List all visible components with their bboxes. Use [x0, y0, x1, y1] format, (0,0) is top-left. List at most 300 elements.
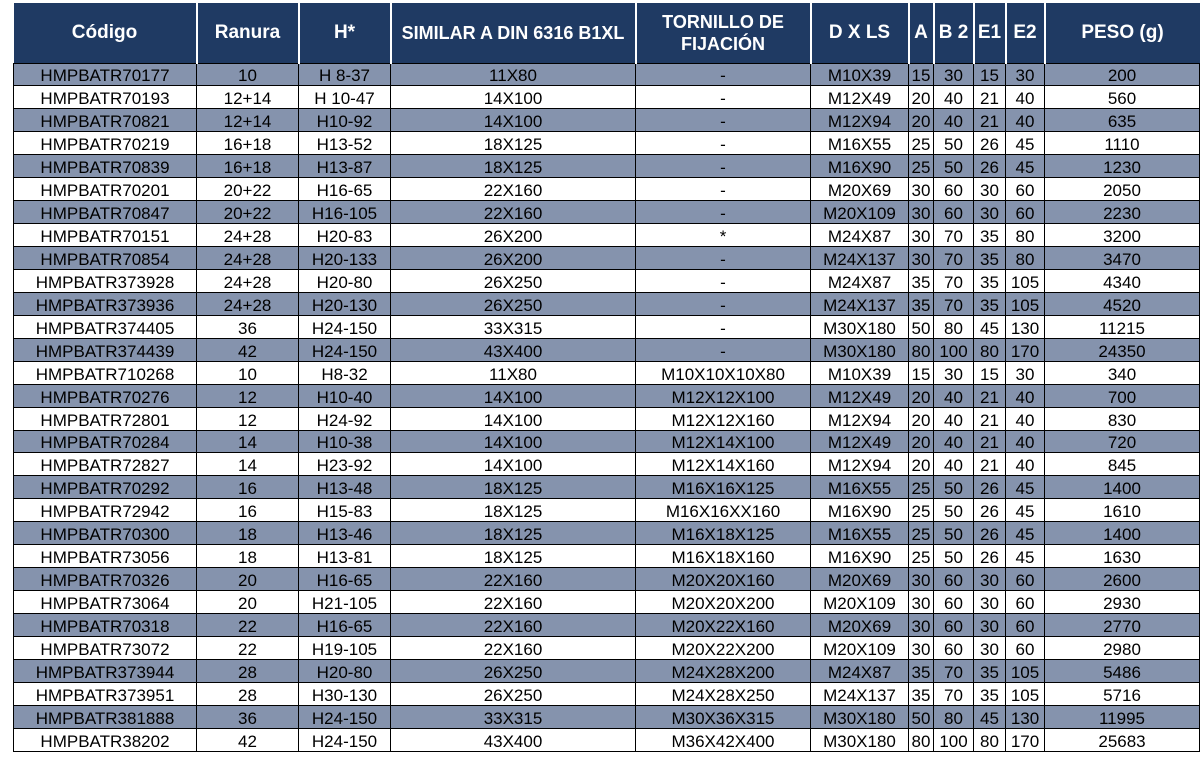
header-codigo: Código: [14, 3, 197, 63]
cell-e1: 45: [974, 315, 1006, 338]
cell-codigo: HMPBATR70219: [14, 132, 197, 155]
cell-e2: 60: [1006, 178, 1045, 201]
cell-codigo: HMPBATR70839: [14, 155, 197, 178]
cell-h: H20-80: [299, 269, 391, 292]
cell-ranura: 36: [197, 705, 299, 728]
cell-b2: 60: [934, 201, 974, 224]
cell-tornillo: M16X16XX160: [636, 499, 811, 522]
table-row: [14, 430, 1200, 453]
header-peso: PESO (g): [1045, 3, 1200, 63]
cell-tornillo: -: [636, 86, 811, 109]
cell-dxls: M12X49: [811, 384, 909, 407]
cell-e2: 60: [1006, 614, 1045, 637]
cell-dxls: M24X137: [811, 247, 909, 270]
cell-b2: 70: [934, 659, 974, 682]
cell-a: 25: [909, 545, 934, 568]
cell-similar-din: 22X160: [391, 591, 636, 614]
cell-h: H 10-47: [299, 86, 391, 109]
cell-tornillo: -: [636, 338, 811, 361]
cell-ranura: 12: [197, 384, 299, 407]
cell-e1: 35: [974, 659, 1006, 682]
cell-similar-din: 14X100: [391, 430, 636, 453]
cell-e2: 130: [1006, 705, 1045, 728]
cell-peso: 2600: [1045, 568, 1200, 591]
cell-similar-din: 26X200: [391, 224, 636, 247]
cell-a: 20: [909, 407, 934, 430]
cell-peso: 635: [1045, 109, 1200, 132]
cell-a: 30: [909, 178, 934, 201]
table-body: [14, 63, 1200, 751]
table-row: [14, 361, 1200, 384]
cell-ranura: 20: [197, 568, 299, 591]
cell-h: H13-87: [299, 155, 391, 178]
table-row: [14, 384, 1200, 407]
cell-tornillo: M12X14X160: [636, 453, 811, 476]
cell-e1: 35: [974, 682, 1006, 705]
cell-ranura: 22: [197, 614, 299, 637]
cell-b2: 50: [934, 132, 974, 155]
cell-similar-din: 26X250: [391, 292, 636, 315]
cell-tornillo: -: [636, 269, 811, 292]
cell-h: H16-105: [299, 201, 391, 224]
cell-codigo: HMPBATR710268: [14, 361, 197, 384]
cell-peso: 11215: [1045, 315, 1200, 338]
cell-e1: 30: [974, 614, 1006, 637]
cell-h: H13-81: [299, 545, 391, 568]
cell-peso: 700: [1045, 384, 1200, 407]
header-tornillo: TORNILLO DE FIJACIÓN: [636, 3, 811, 63]
cell-tornillo: M10X10X10X80: [636, 361, 811, 384]
cell-e2: 40: [1006, 430, 1045, 453]
cell-e1: 26: [974, 522, 1006, 545]
table-row: [14, 659, 1200, 682]
cell-codigo: HMPBATR70300: [14, 522, 197, 545]
cell-similar-din: 22X160: [391, 614, 636, 637]
cell-codigo: HMPBATR70821: [14, 109, 197, 132]
cell-codigo: HMPBATR72827: [14, 453, 197, 476]
cell-codigo: HMPBATR73072: [14, 636, 197, 659]
cell-peso: 845: [1045, 453, 1200, 476]
cell-b2: 100: [934, 728, 974, 751]
cell-dxls: M24X87: [811, 269, 909, 292]
cell-a: 30: [909, 224, 934, 247]
cell-peso: 1230: [1045, 155, 1200, 178]
cell-ranura: 24+28: [197, 247, 299, 270]
header-e1: E1: [974, 3, 1006, 63]
cell-h: H15-83: [299, 499, 391, 522]
cell-dxls: M16X90: [811, 499, 909, 522]
cell-ranura: 24+28: [197, 269, 299, 292]
cell-similar-din: 14X100: [391, 109, 636, 132]
cell-codigo: HMPBATR381888: [14, 705, 197, 728]
cell-h: H24-150: [299, 728, 391, 751]
cell-ranura: 12+14: [197, 86, 299, 109]
cell-e2: 105: [1006, 682, 1045, 705]
cell-b2: 50: [934, 522, 974, 545]
cell-similar-din: 18X125: [391, 132, 636, 155]
table-row: [14, 522, 1200, 545]
cell-tornillo: -: [636, 109, 811, 132]
cell-h: H10-40: [299, 384, 391, 407]
cell-h: H20-130: [299, 292, 391, 315]
cell-similar-din: 18X125: [391, 499, 636, 522]
cell-b2: 100: [934, 338, 974, 361]
cell-ranura: 16: [197, 499, 299, 522]
cell-peso: 1630: [1045, 545, 1200, 568]
cell-codigo: HMPBATR70276: [14, 384, 197, 407]
cell-e1: 21: [974, 453, 1006, 476]
cell-a: 30: [909, 636, 934, 659]
table-row: [14, 292, 1200, 315]
cell-ranura: 24+28: [197, 292, 299, 315]
header-similar-din: SIMILAR A DIN 6316 B1XL: [391, 3, 636, 63]
cell-b2: 30: [934, 361, 974, 384]
cell-a: 35: [909, 682, 934, 705]
cell-similar-din: 33X315: [391, 315, 636, 338]
cell-h: H24-150: [299, 338, 391, 361]
cell-dxls: M12X94: [811, 109, 909, 132]
cell-similar-din: 22X160: [391, 201, 636, 224]
cell-a: 25: [909, 155, 934, 178]
cell-codigo: HMPBATR70177: [14, 63, 197, 86]
cell-dxls: M20X69: [811, 614, 909, 637]
cell-tornillo: -: [636, 292, 811, 315]
cell-peso: 340: [1045, 361, 1200, 384]
cell-peso: 2770: [1045, 614, 1200, 637]
table-row: [14, 407, 1200, 430]
cell-b2: 70: [934, 269, 974, 292]
table-row: [14, 86, 1200, 109]
cell-a: 25: [909, 522, 934, 545]
cell-codigo: HMPBATR373951: [14, 682, 197, 705]
cell-ranura: 42: [197, 728, 299, 751]
cell-dxls: M24X137: [811, 292, 909, 315]
cell-ranura: 36: [197, 315, 299, 338]
cell-e2: 30: [1006, 361, 1045, 384]
cell-dxls: M16X90: [811, 545, 909, 568]
cell-b2: 70: [934, 292, 974, 315]
cell-tornillo: M16X16X125: [636, 476, 811, 499]
cell-a: 20: [909, 384, 934, 407]
cell-ranura: 42: [197, 338, 299, 361]
cell-dxls: M20X109: [811, 636, 909, 659]
cell-b2: 60: [934, 614, 974, 637]
cell-e2: 105: [1006, 292, 1045, 315]
cell-e1: 21: [974, 407, 1006, 430]
cell-b2: 60: [934, 178, 974, 201]
cell-similar-din: 43X400: [391, 728, 636, 751]
cell-a: 20: [909, 453, 934, 476]
cell-codigo: HMPBATR72942: [14, 499, 197, 522]
cell-e2: 170: [1006, 338, 1045, 361]
cell-similar-din: 14X100: [391, 407, 636, 430]
cell-similar-din: 26X250: [391, 269, 636, 292]
cell-peso: 2230: [1045, 201, 1200, 224]
cell-ranura: 22: [197, 636, 299, 659]
cell-e2: 170: [1006, 728, 1045, 751]
cell-peso: 720: [1045, 430, 1200, 453]
header-ranura: Ranura: [197, 3, 299, 63]
cell-tornillo: M24X28X200: [636, 659, 811, 682]
header-e2: E2: [1006, 3, 1045, 63]
cell-a: 35: [909, 292, 934, 315]
cell-tornillo: M20X20X200: [636, 591, 811, 614]
cell-e2: 130: [1006, 315, 1045, 338]
cell-peso: 24350: [1045, 338, 1200, 361]
cell-e1: 26: [974, 132, 1006, 155]
cell-dxls: M20X69: [811, 568, 909, 591]
cell-dxls: M12X49: [811, 86, 909, 109]
table-row: [14, 636, 1200, 659]
cell-h: H 8-37: [299, 63, 391, 86]
cell-ranura: 10: [197, 63, 299, 86]
cell-tornillo: M16X18X160: [636, 545, 811, 568]
cell-a: 35: [909, 659, 934, 682]
cell-h: H20-83: [299, 224, 391, 247]
cell-b2: 80: [934, 705, 974, 728]
cell-b2: 40: [934, 407, 974, 430]
cell-peso: 2050: [1045, 178, 1200, 201]
cell-codigo: HMPBATR70193: [14, 86, 197, 109]
cell-codigo: HMPBATR70854: [14, 247, 197, 270]
cell-dxls: M24X87: [811, 224, 909, 247]
cell-e2: 105: [1006, 269, 1045, 292]
cell-e1: 30: [974, 568, 1006, 591]
cell-tornillo: -: [636, 155, 811, 178]
cell-ranura: 14: [197, 453, 299, 476]
cell-e1: 15: [974, 63, 1006, 86]
cell-ranura: 12: [197, 407, 299, 430]
cell-e1: 21: [974, 86, 1006, 109]
cell-similar-din: 22X160: [391, 178, 636, 201]
table-row: [14, 109, 1200, 132]
cell-tornillo: M12X14X100: [636, 430, 811, 453]
header-h: H*: [299, 3, 391, 63]
cell-dxls: M30X180: [811, 338, 909, 361]
cell-similar-din: 22X160: [391, 568, 636, 591]
cell-codigo: HMPBATR70847: [14, 201, 197, 224]
cell-ranura: 14: [197, 430, 299, 453]
cell-tornillo: M20X20X160: [636, 568, 811, 591]
cell-h: H24-150: [299, 315, 391, 338]
cell-e2: 60: [1006, 591, 1045, 614]
cell-e2: 45: [1006, 476, 1045, 499]
cell-e1: 80: [974, 728, 1006, 751]
cell-codigo: HMPBATR70201: [14, 178, 197, 201]
cell-e1: 35: [974, 292, 1006, 315]
cell-codigo: HMPBATR70284: [14, 430, 197, 453]
cell-dxls: M12X49: [811, 430, 909, 453]
cell-a: 20: [909, 430, 934, 453]
cell-peso: 1110: [1045, 132, 1200, 155]
cell-dxls: M12X94: [811, 407, 909, 430]
cell-b2: 40: [934, 453, 974, 476]
cell-e2: 40: [1006, 384, 1045, 407]
cell-peso: 830: [1045, 407, 1200, 430]
cell-a: 30: [909, 568, 934, 591]
table-row: [14, 453, 1200, 476]
cell-b2: 50: [934, 476, 974, 499]
cell-dxls: M30X180: [811, 728, 909, 751]
cell-e1: 15: [974, 361, 1006, 384]
cell-codigo: HMPBATR373928: [14, 269, 197, 292]
cell-a: 25: [909, 132, 934, 155]
cell-ranura: 24+28: [197, 224, 299, 247]
cell-h: H20-80: [299, 659, 391, 682]
cell-dxls: M16X55: [811, 476, 909, 499]
cell-tornillo: -: [636, 178, 811, 201]
cell-b2: 70: [934, 682, 974, 705]
cell-tornillo: M20X22X200: [636, 636, 811, 659]
cell-dxls: M10X39: [811, 63, 909, 86]
table-row: [14, 155, 1200, 178]
cell-similar-din: 14X100: [391, 86, 636, 109]
cell-ranura: 16+18: [197, 132, 299, 155]
cell-b2: 50: [934, 545, 974, 568]
cell-h: H13-48: [299, 476, 391, 499]
cell-h: H10-92: [299, 109, 391, 132]
cell-e2: 60: [1006, 636, 1045, 659]
cell-similar-din: 14X100: [391, 384, 636, 407]
cell-dxls: M20X69: [811, 178, 909, 201]
cell-codigo: HMPBATR70318: [14, 614, 197, 637]
table-row: [14, 591, 1200, 614]
cell-a: 30: [909, 247, 934, 270]
cell-dxls: M16X55: [811, 522, 909, 545]
cell-h: H24-92: [299, 407, 391, 430]
cell-dxls: M24X87: [811, 659, 909, 682]
cell-similar-din: 14X100: [391, 453, 636, 476]
cell-dxls: M12X94: [811, 453, 909, 476]
cell-peso: 5716: [1045, 682, 1200, 705]
cell-dxls: M16X55: [811, 132, 909, 155]
cell-tornillo: -: [636, 63, 811, 86]
cell-peso: 5486: [1045, 659, 1200, 682]
cell-ranura: 28: [197, 659, 299, 682]
cell-similar-din: 22X160: [391, 636, 636, 659]
cell-similar-din: 18X125: [391, 522, 636, 545]
cell-b2: 70: [934, 224, 974, 247]
cell-b2: 40: [934, 430, 974, 453]
cell-e2: 40: [1006, 407, 1045, 430]
cell-e1: 26: [974, 155, 1006, 178]
cell-ranura: 12+14: [197, 109, 299, 132]
cell-h: H20-133: [299, 247, 391, 270]
header-dxls: D X LS: [811, 3, 909, 63]
cell-e1: 30: [974, 201, 1006, 224]
cell-e1: 80: [974, 338, 1006, 361]
cell-a: 30: [909, 201, 934, 224]
cell-peso: 560: [1045, 86, 1200, 109]
cell-e1: 26: [974, 545, 1006, 568]
cell-b2: 60: [934, 636, 974, 659]
cell-a: 15: [909, 63, 934, 86]
cell-h: H23-92: [299, 453, 391, 476]
cell-h: H16-65: [299, 614, 391, 637]
cell-tornillo: M20X22X160: [636, 614, 811, 637]
cell-tornillo: -: [636, 247, 811, 270]
cell-peso: 25683: [1045, 728, 1200, 751]
cell-e2: 80: [1006, 224, 1045, 247]
cell-h: H30-130: [299, 682, 391, 705]
cell-ranura: 10: [197, 361, 299, 384]
cell-similar-din: 33X315: [391, 705, 636, 728]
cell-peso: 1400: [1045, 522, 1200, 545]
cell-codigo: HMPBATR38202: [14, 728, 197, 751]
cell-e2: 80: [1006, 247, 1045, 270]
cell-e2: 60: [1006, 568, 1045, 591]
cell-tornillo: M16X18X125: [636, 522, 811, 545]
cell-ranura: 20+22: [197, 178, 299, 201]
cell-ranura: 20+22: [197, 201, 299, 224]
cell-a: 15: [909, 361, 934, 384]
cell-b2: 30: [934, 63, 974, 86]
cell-dxls: M10X39: [811, 361, 909, 384]
cell-peso: 2980: [1045, 636, 1200, 659]
cell-similar-din: 18X125: [391, 476, 636, 499]
cell-codigo: HMPBATR70292: [14, 476, 197, 499]
cell-b2: 60: [934, 591, 974, 614]
cell-e2: 30: [1006, 63, 1045, 86]
table-row: [14, 269, 1200, 292]
cell-e2: 45: [1006, 545, 1045, 568]
cell-e1: 30: [974, 178, 1006, 201]
table-row: [14, 224, 1200, 247]
cell-e1: 21: [974, 109, 1006, 132]
cell-e2: 105: [1006, 659, 1045, 682]
cell-e2: 45: [1006, 499, 1045, 522]
cell-peso: 200: [1045, 63, 1200, 86]
cell-a: 20: [909, 109, 934, 132]
cell-a: 50: [909, 705, 934, 728]
cell-e1: 21: [974, 430, 1006, 453]
cell-peso: 4340: [1045, 269, 1200, 292]
cell-dxls: M20X109: [811, 201, 909, 224]
cell-tornillo: *: [636, 224, 811, 247]
table-row: [14, 247, 1200, 270]
cell-codigo: HMPBATR374439: [14, 338, 197, 361]
cell-peso: 3200: [1045, 224, 1200, 247]
table-row: [14, 338, 1200, 361]
cell-ranura: 28: [197, 682, 299, 705]
cell-peso: 2930: [1045, 591, 1200, 614]
cell-similar-din: 43X400: [391, 338, 636, 361]
cell-e2: 45: [1006, 155, 1045, 178]
cell-b2: 70: [934, 247, 974, 270]
cell-similar-din: 18X125: [391, 155, 636, 178]
header-a: A: [909, 3, 934, 63]
cell-e1: 21: [974, 384, 1006, 407]
cell-similar-din: 26X250: [391, 682, 636, 705]
cell-similar-din: 11X80: [391, 63, 636, 86]
cell-codigo: HMPBATR373944: [14, 659, 197, 682]
header-row: [14, 3, 1200, 63]
table-row: [14, 63, 1200, 86]
cell-b2: 40: [934, 109, 974, 132]
cell-dxls: M16X90: [811, 155, 909, 178]
cell-e2: 60: [1006, 201, 1045, 224]
cell-tornillo: M12X12X160: [636, 407, 811, 430]
cell-ranura: 16+18: [197, 155, 299, 178]
cell-e2: 45: [1006, 522, 1045, 545]
cell-codigo: HMPBATR374405: [14, 315, 197, 338]
cell-codigo: HMPBATR70151: [14, 224, 197, 247]
cell-peso: 3470: [1045, 247, 1200, 270]
table-row: [14, 315, 1200, 338]
table-row: [14, 614, 1200, 637]
table-header: [14, 3, 1200, 63]
cell-h: H24-150: [299, 705, 391, 728]
